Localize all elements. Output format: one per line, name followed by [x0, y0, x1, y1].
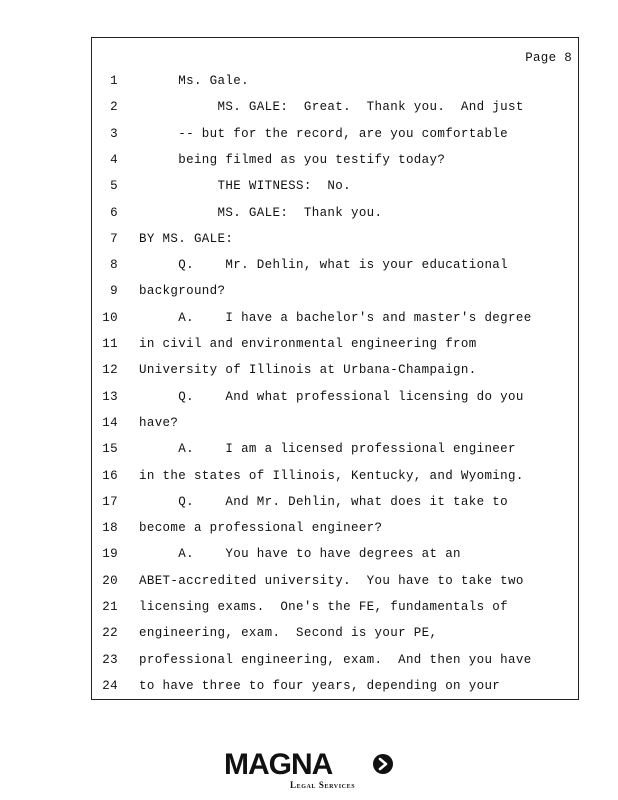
- line-number: 9: [110, 284, 118, 299]
- line-number: 5: [110, 179, 118, 194]
- line-number: 18: [102, 521, 118, 536]
- transcript-line: [92, 650, 578, 670]
- transcript-line: [92, 597, 578, 617]
- transcript-line: [92, 387, 578, 407]
- transcript-line: [92, 492, 578, 512]
- line-text: licensing exams. One's the FE, fundamentals of: [139, 600, 509, 614]
- line-number: 4: [110, 152, 118, 167]
- line-number: 8: [110, 258, 118, 273]
- line-text: THE WITNESS: No.: [139, 179, 351, 194]
- transcript-line: [92, 255, 578, 275]
- line-number: 7: [110, 231, 118, 246]
- transcript-line: [92, 518, 578, 538]
- line-text: MS. GALE: Great. Thank you. And just: [139, 100, 524, 115]
- line-number: 1: [110, 74, 118, 88]
- transcript-line: [92, 150, 578, 170]
- line-number: 15: [102, 442, 118, 457]
- transcript-page: [91, 37, 579, 700]
- logo-subtitle: Legal Services: [290, 780, 356, 790]
- transcript-line: [92, 360, 578, 380]
- line-text: -- but for the record, are you comfortable: [139, 126, 509, 141]
- transcript-line: [92, 623, 578, 643]
- transcript-line: [92, 439, 578, 459]
- line-number: 23: [102, 652, 118, 667]
- line-number: 22: [102, 626, 118, 641]
- line-text: background?: [139, 284, 226, 299]
- line-number: 2: [110, 100, 118, 115]
- transcript-line: [92, 466, 578, 486]
- transcript-line: [92, 334, 578, 354]
- line-number: 14: [102, 415, 118, 430]
- transcript-line: [92, 97, 578, 117]
- line-text: Q. And what professional licensing do you: [139, 389, 524, 404]
- transcript-line: [92, 176, 578, 196]
- line-text: become a professional engineer?: [139, 521, 383, 536]
- line-number: 17: [102, 494, 118, 509]
- line-number: 20: [102, 573, 118, 588]
- transcript-line: [92, 203, 578, 223]
- line-text: A. I have a bachelor's and master's degree: [139, 310, 532, 325]
- line-text: A. You have to have degrees at an: [139, 547, 461, 562]
- line-number: 13: [102, 389, 118, 404]
- arrow-circle-icon: [372, 753, 394, 775]
- line-text: A. I am a licensed professional engineer: [139, 442, 516, 457]
- transcript-line: [92, 676, 578, 696]
- logo-wordmark: MAGNA: [224, 748, 333, 781]
- line-number: 12: [102, 363, 118, 378]
- transcript-line: [92, 71, 578, 91]
- line-text: to have three to four years, depending on your: [139, 678, 501, 693]
- line-number: 3: [110, 126, 118, 141]
- line-number: 19: [102, 547, 118, 562]
- page-number: Page 8: [525, 51, 572, 65]
- line-text: Q. Mr. Dehlin, what is your educational: [139, 258, 509, 273]
- transcript-line: [92, 229, 578, 249]
- line-text: in civil and environmental engineering from: [139, 337, 477, 351]
- line-text: professional engineering, exam. And then you have: [139, 652, 532, 667]
- line-number: 16: [102, 468, 118, 483]
- line-number: 11: [102, 337, 118, 351]
- line-text: engineering, exam. Second is your PE,: [139, 626, 438, 641]
- line-number: 24: [102, 678, 118, 693]
- line-text: ABET-accredited university. You have to take two: [139, 573, 524, 588]
- transcript-line: [92, 124, 578, 144]
- line-text: have?: [139, 415, 179, 430]
- transcript-line: [92, 544, 578, 564]
- line-number: 21: [102, 600, 118, 614]
- line-number: 6: [110, 205, 118, 220]
- transcript-line: [92, 413, 578, 433]
- line-text: being filmed as you testify today?: [139, 152, 446, 167]
- line-number: 10: [102, 310, 118, 325]
- line-text: Ms. Gale.: [139, 74, 249, 88]
- transcript-line: [92, 281, 578, 301]
- line-text: Q. And Mr. Dehlin, what does it take to: [139, 494, 509, 509]
- line-text: in the states of Illinois, Kentucky, and Wyoming.: [139, 468, 524, 483]
- transcript-line: [92, 571, 578, 591]
- line-text: MS. GALE: Thank you.: [139, 205, 383, 220]
- transcript-line: [92, 308, 578, 328]
- magna-logo: [224, 748, 396, 794]
- line-text: University of Illinois at Urbana-Champaign.: [139, 363, 477, 378]
- line-text: BY MS. GALE:: [139, 231, 234, 246]
